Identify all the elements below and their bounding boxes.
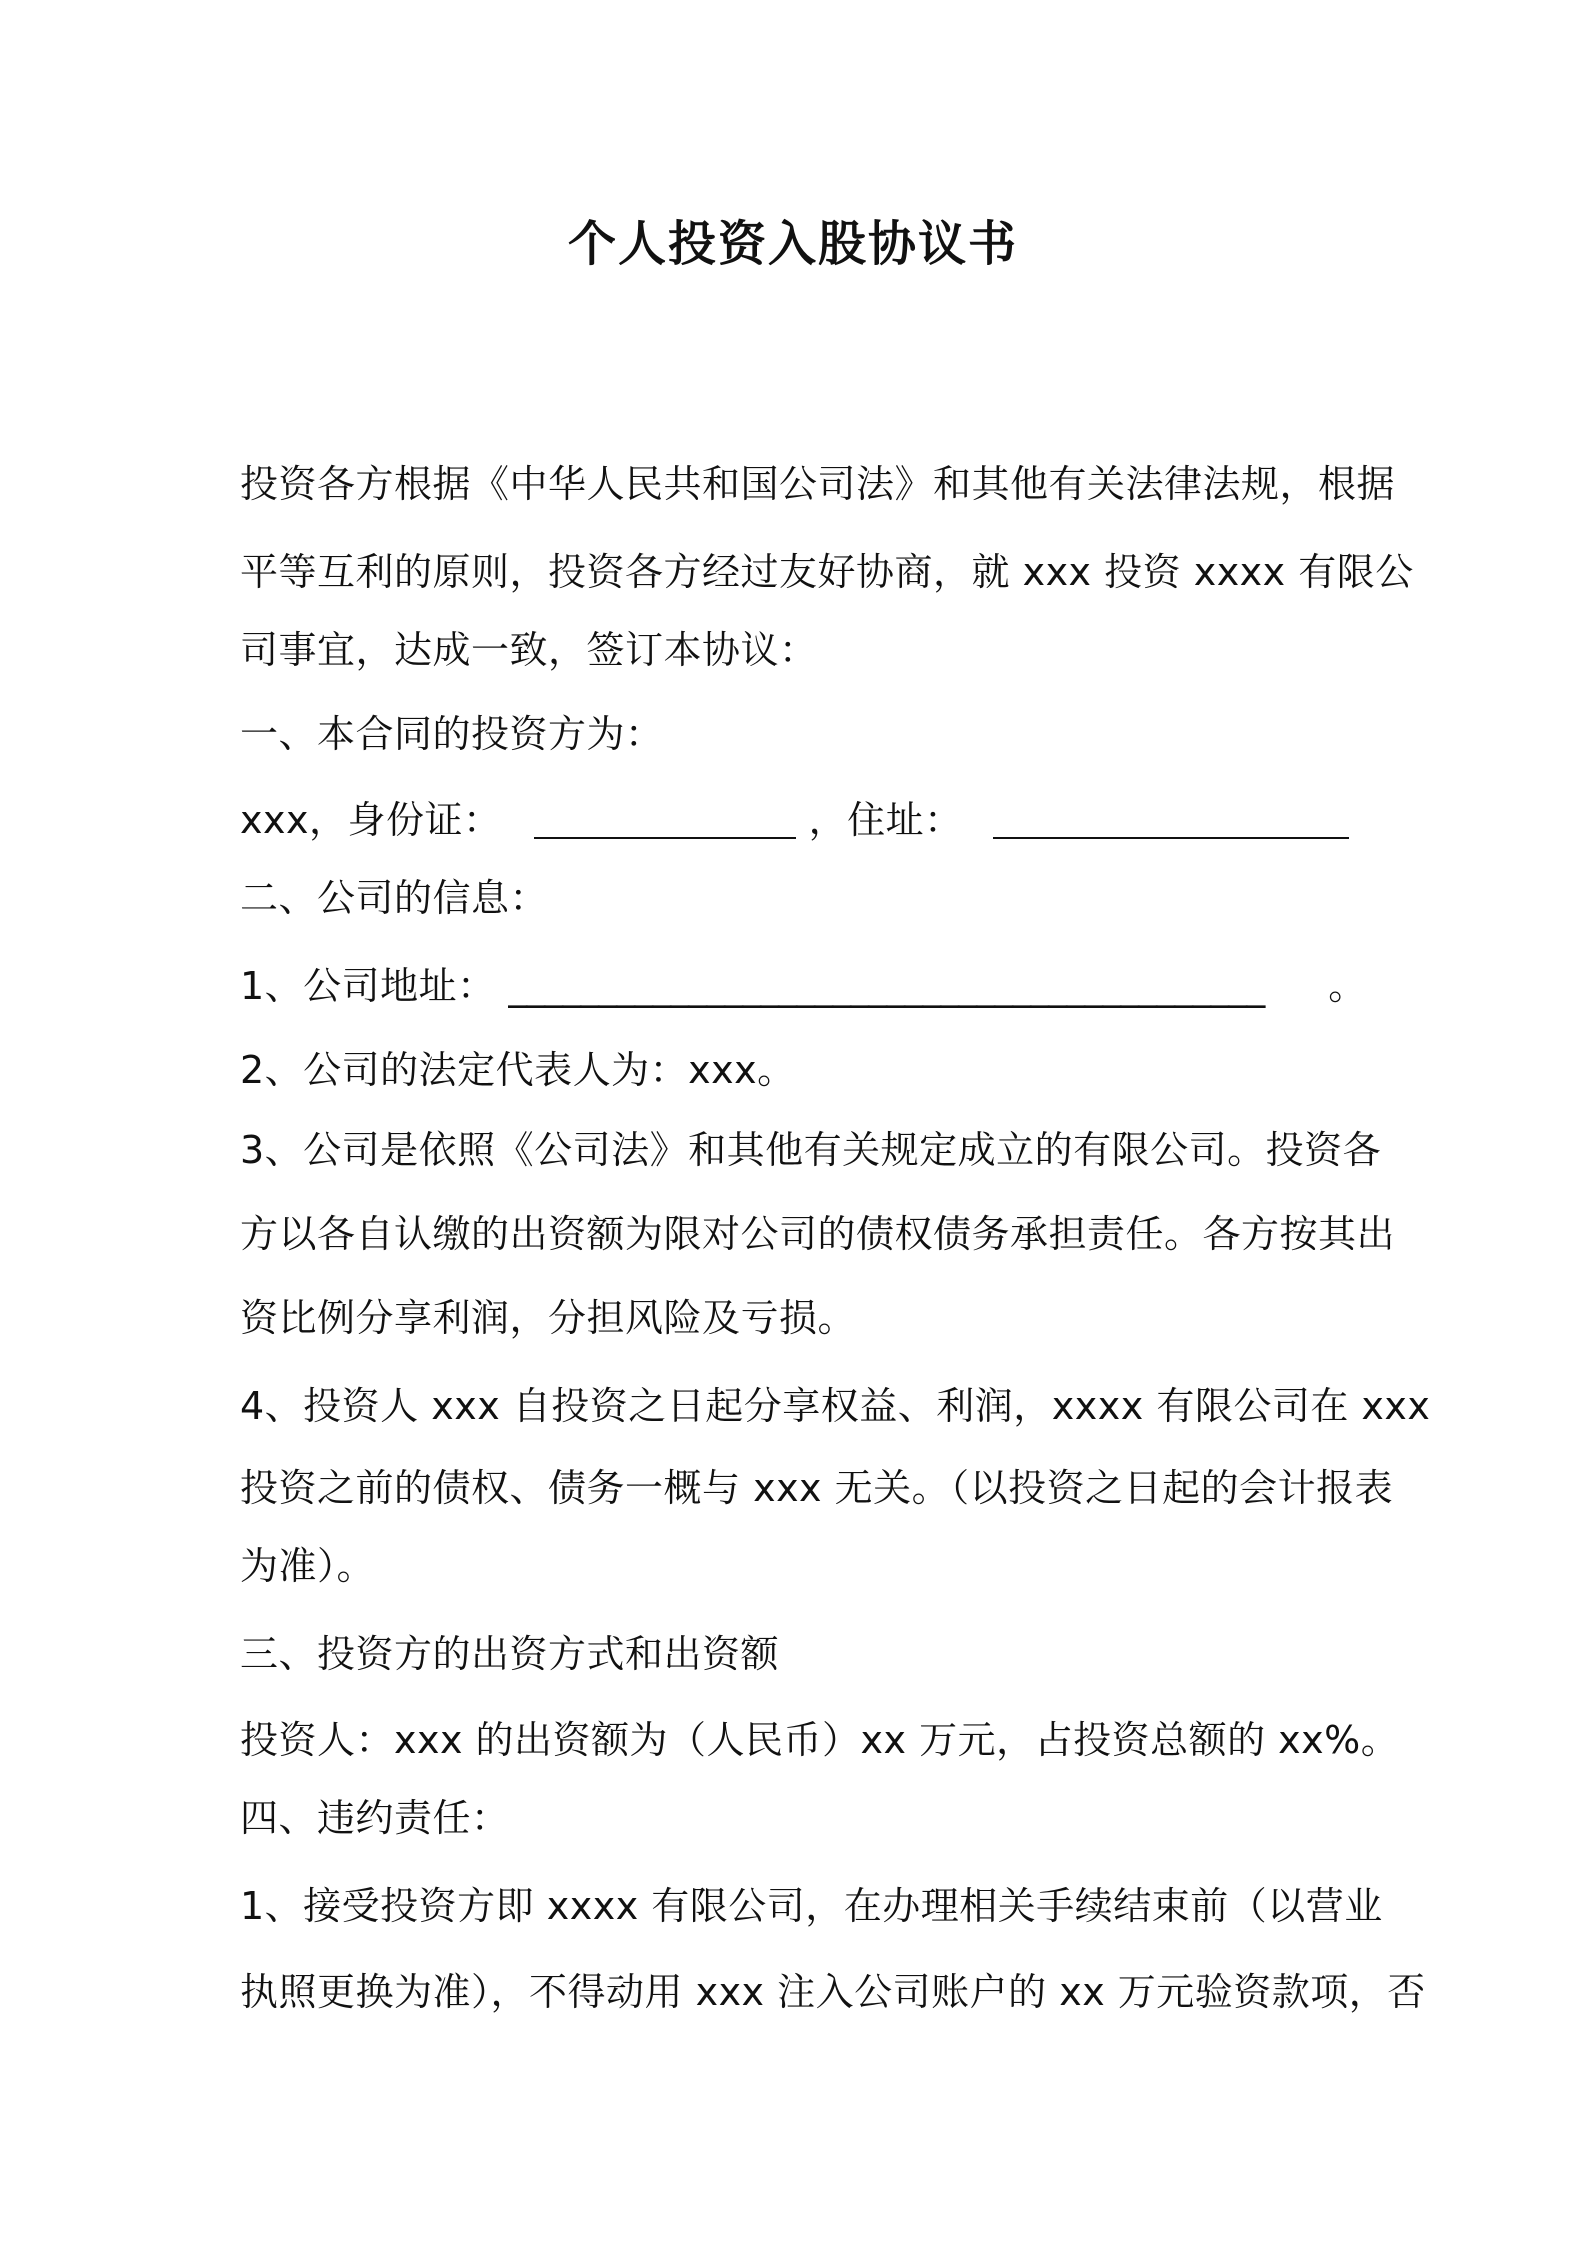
id-number-blank [534,801,796,839]
item4-line-1: 4、投资人 xxx 自投资之日起分享权益、利润，xxxx 有限公司在 xxx [240,1384,1431,1428]
document-title: 个人投资入股协议书 [567,216,1018,272]
preamble-line-3: 司事宜，达成一致，签订本协议： [240,628,818,672]
contribution-line: 投资人：xxx 的出资额为（人民币）xx 万元，占投资总额的 xx%。 [240,1718,1400,1762]
company-address-blank: __________________________________________ [508,964,1265,1008]
investor-info-line [240,794,1349,846]
item4-line-3: 为准）。 [240,1544,376,1588]
liability-line-1: 1、接受投资方即 xxxx 有限公司，在办理相关手续结束前（以营业 [240,1884,1383,1928]
section2-heading: 二、公司的信息： [240,876,549,920]
item3-line-3: 资比例分享利润，分担风险及亏损。 [240,1296,857,1340]
section3-heading: 三、投资方的出资方式和出资额 [240,1632,780,1676]
section1-heading: 一、本合同的投资方为： [240,712,664,756]
liability-line-2: 执照更换为准），不得动用 xxx 注入公司账户的 xx 万元验资款项，否 [240,1970,1426,2014]
item3-line-1: 3、公司是依照《公司法》和其他有关规定成立的有限公司。投资各 [240,1128,1382,1172]
item4-line-2: 投资之前的债权、债务一概与 xxx 无关。（以投资之日起的会计报表 [240,1466,1394,1510]
legal-representative-line: 2、公司的法定代表人为：xxx。 [240,1048,796,1092]
investor-name-label: xxx，身份证： [240,798,502,842]
company-address-line [240,960,1367,1012]
company-address-end: 。 [1328,964,1367,1008]
preamble-line-1: 投资各方根据《中华人民共和国公司法》和其他有关法律法规，根据 [240,462,1396,506]
section4-heading: 四、违约责任： [240,1796,510,1840]
preamble-line-2: 平等互利的原则，投资各方经过友好协商，就 xxx 投资 xxxx 有限公 [240,550,1414,594]
company-address-label: 1、公司地址： [240,964,496,1008]
address-label: ，住址： [808,798,963,842]
item3-line-2: 方以各自认缴的出资额为限对公司的债权债务承担责任。各方按其出 [240,1212,1396,1256]
address-blank [993,801,1349,839]
